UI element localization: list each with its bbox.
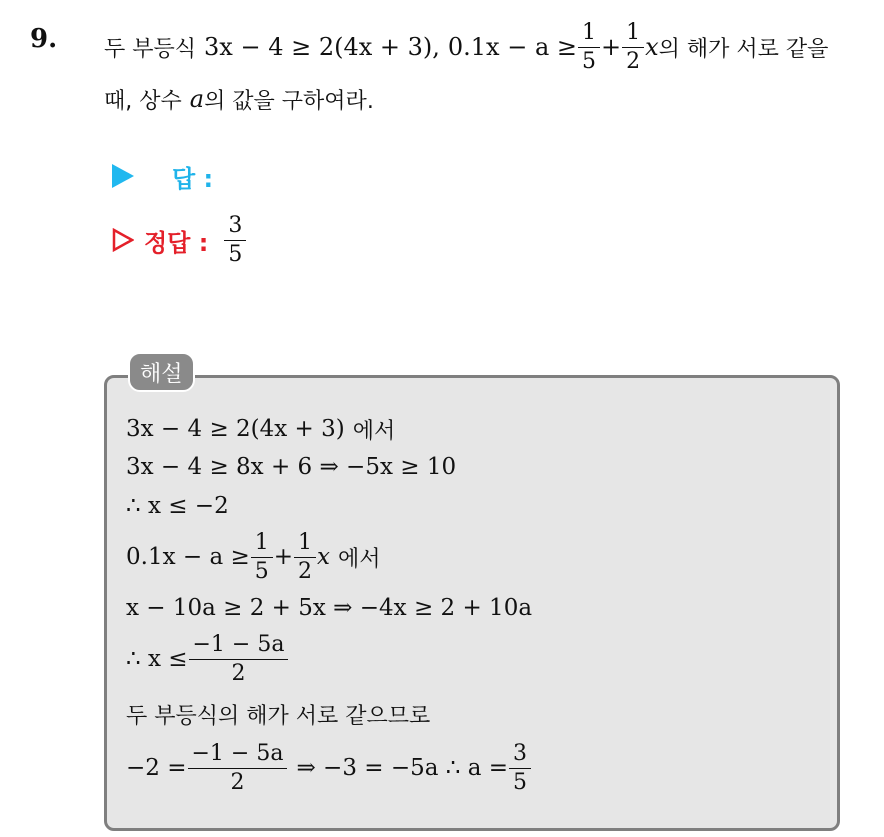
solution-tag: 해설	[128, 352, 195, 392]
solution-math: ∴ x ≤ −2	[126, 493, 229, 519]
solution-text: 에서	[352, 418, 396, 444]
solution-math: ⇒ −3 = −5a ∴ a =	[296, 755, 509, 781]
solution-line-1	[126, 412, 395, 446]
plus-sign: +	[273, 544, 294, 570]
solution-math: 0.1x − a ≥	[126, 544, 250, 570]
correct-answer-row	[112, 208, 247, 272]
filled-triangle-icon	[112, 164, 134, 188]
fraction-denominator: 5	[509, 768, 531, 794]
fraction-denominator: 2	[189, 659, 289, 685]
question-line-2	[104, 82, 374, 116]
solution-line-7	[126, 697, 430, 731]
fraction-denominator: 2	[188, 768, 288, 794]
fraction-numerator: −1 − 5a	[192, 631, 285, 657]
solution-fraction-1-2	[296, 529, 314, 584]
fraction-denominator: 2	[294, 557, 316, 583]
fraction-numerator: 3	[228, 212, 243, 238]
fraction-denominator: 5	[578, 47, 600, 73]
variable-x: x	[645, 33, 659, 61]
solution-math: x − 10a ≥ 2 + 5x ⇒ −4x ≥ 2 + 10a	[126, 595, 533, 621]
solution-math: ∴ x ≤	[126, 646, 188, 672]
fraction-denominator: 2	[622, 47, 644, 73]
question-line2-pre: 때, 상수	[104, 88, 182, 114]
solution-text: 에서	[338, 546, 381, 572]
correct-answer-label: 정답 :	[144, 228, 209, 257]
fraction-numerator: 1	[626, 19, 641, 45]
fraction-numerator: 3	[513, 740, 528, 766]
question-inequality-2-left: 0.1x − a ≥	[447, 33, 578, 61]
answer-row	[112, 158, 213, 194]
solution-math: −2 =	[126, 755, 187, 781]
fraction-denominator: 5	[251, 557, 273, 583]
solution-line-4	[126, 526, 381, 588]
question-text-end: 의 해가 서로 같을	[658, 36, 829, 62]
question-inequality-1: 3x − 4 ≥ 2(4x + 3),	[204, 33, 440, 61]
solution-line-2	[126, 450, 456, 484]
solution-fraction-3-5	[511, 740, 529, 795]
solution-math: 3x − 4 ≥ 2(4x + 3)	[126, 416, 345, 442]
solution-fraction-neg1-5a-2	[191, 631, 287, 686]
correct-answer-value	[226, 212, 244, 267]
question-fraction-1-5	[580, 19, 598, 74]
question-line2-post: 의 값을 구하여라.	[204, 88, 374, 114]
question-number: 9.	[30, 24, 58, 54]
fraction-numerator: 1	[254, 529, 269, 555]
answer-label: 답 :	[172, 164, 214, 193]
outline-triangle-icon	[112, 228, 134, 252]
question-fraction-1-2	[624, 19, 642, 74]
solution-line-8	[126, 736, 532, 800]
question-text-start: 두 부등식	[104, 36, 197, 62]
solution-line-5	[126, 591, 532, 625]
fraction-numerator: −1 − 5a	[191, 740, 284, 766]
solution-math: 3x − 4 ≥ 8x + 6 ⇒ −5x ≥ 10	[126, 454, 457, 480]
solution-fraction-neg1-5a-2	[190, 740, 286, 795]
fraction-numerator: 1	[298, 529, 313, 555]
fraction-denominator: 5	[224, 240, 246, 266]
solution-text: 두 부등식의 해가 서로 같으므로	[126, 703, 431, 729]
solution-fraction-1-5	[253, 529, 271, 584]
solution-line-6	[126, 628, 289, 690]
question-line-1	[104, 15, 828, 79]
solution-line-3	[126, 489, 229, 523]
plus-sign: +	[601, 33, 622, 61]
fraction-numerator: 1	[582, 19, 597, 45]
variable-x: x	[317, 544, 331, 570]
variable-a: a	[189, 85, 205, 113]
